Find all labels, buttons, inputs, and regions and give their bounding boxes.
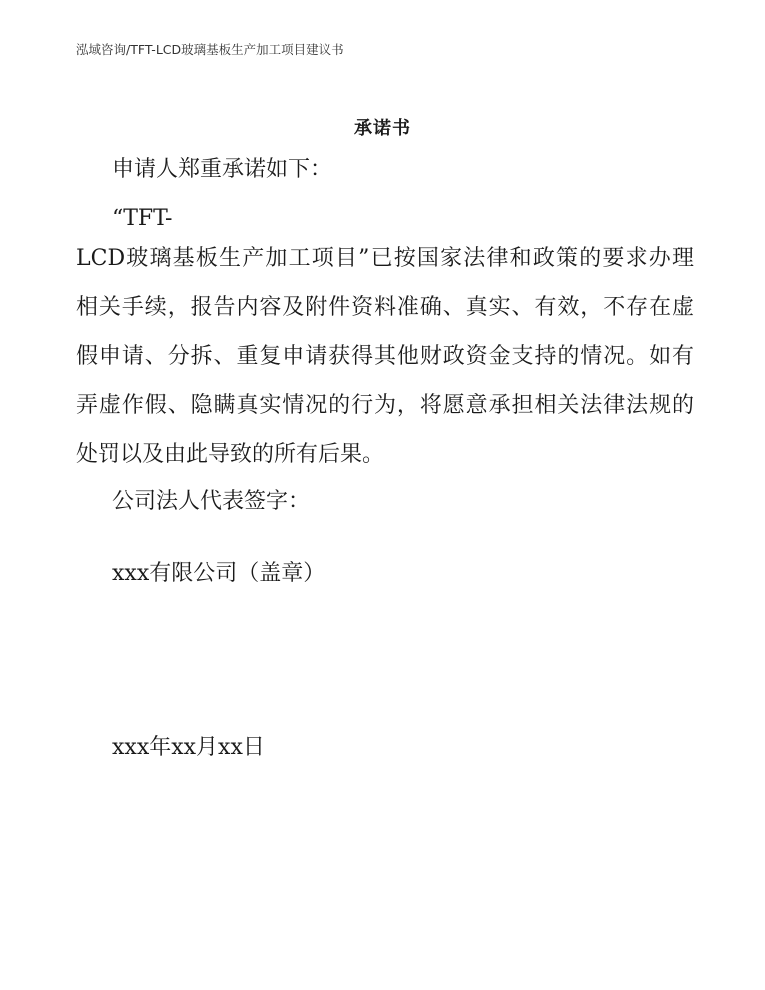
page-header: 泓域咨询/TFT-LCD玻璃基板生产加工项目建议书 [76,42,344,57]
company-seal-line: xxx有限公司（盖章） [112,561,326,586]
body-line-1: LCD玻璃基板生产加工项目”已按国家法律和政策的要求办理 [76,246,694,271]
document-title: 承诺书 [354,118,411,139]
body-line-2: 相关手续，报告内容及附件资料准确、真实、有效，不存在虚 [76,295,694,320]
body-line-3: 假申请、分拆、重复申请获得其他财政资金支持的情况。如有 [76,344,694,369]
body-line-5: 处罚以及由此导致的所有后果。 [76,442,385,467]
opening-line: 申请人郑重承诺如下： [112,157,333,182]
body-line-4: 弄虚作假、隐瞒真实情况的行为，将愿意承担相关法律法规的 [76,393,694,418]
signature-label: 公司法人代表签字： [112,489,311,514]
quote-start-line: “TFT- [112,206,173,231]
date-line: xxx年xx月xx日 [112,735,265,760]
